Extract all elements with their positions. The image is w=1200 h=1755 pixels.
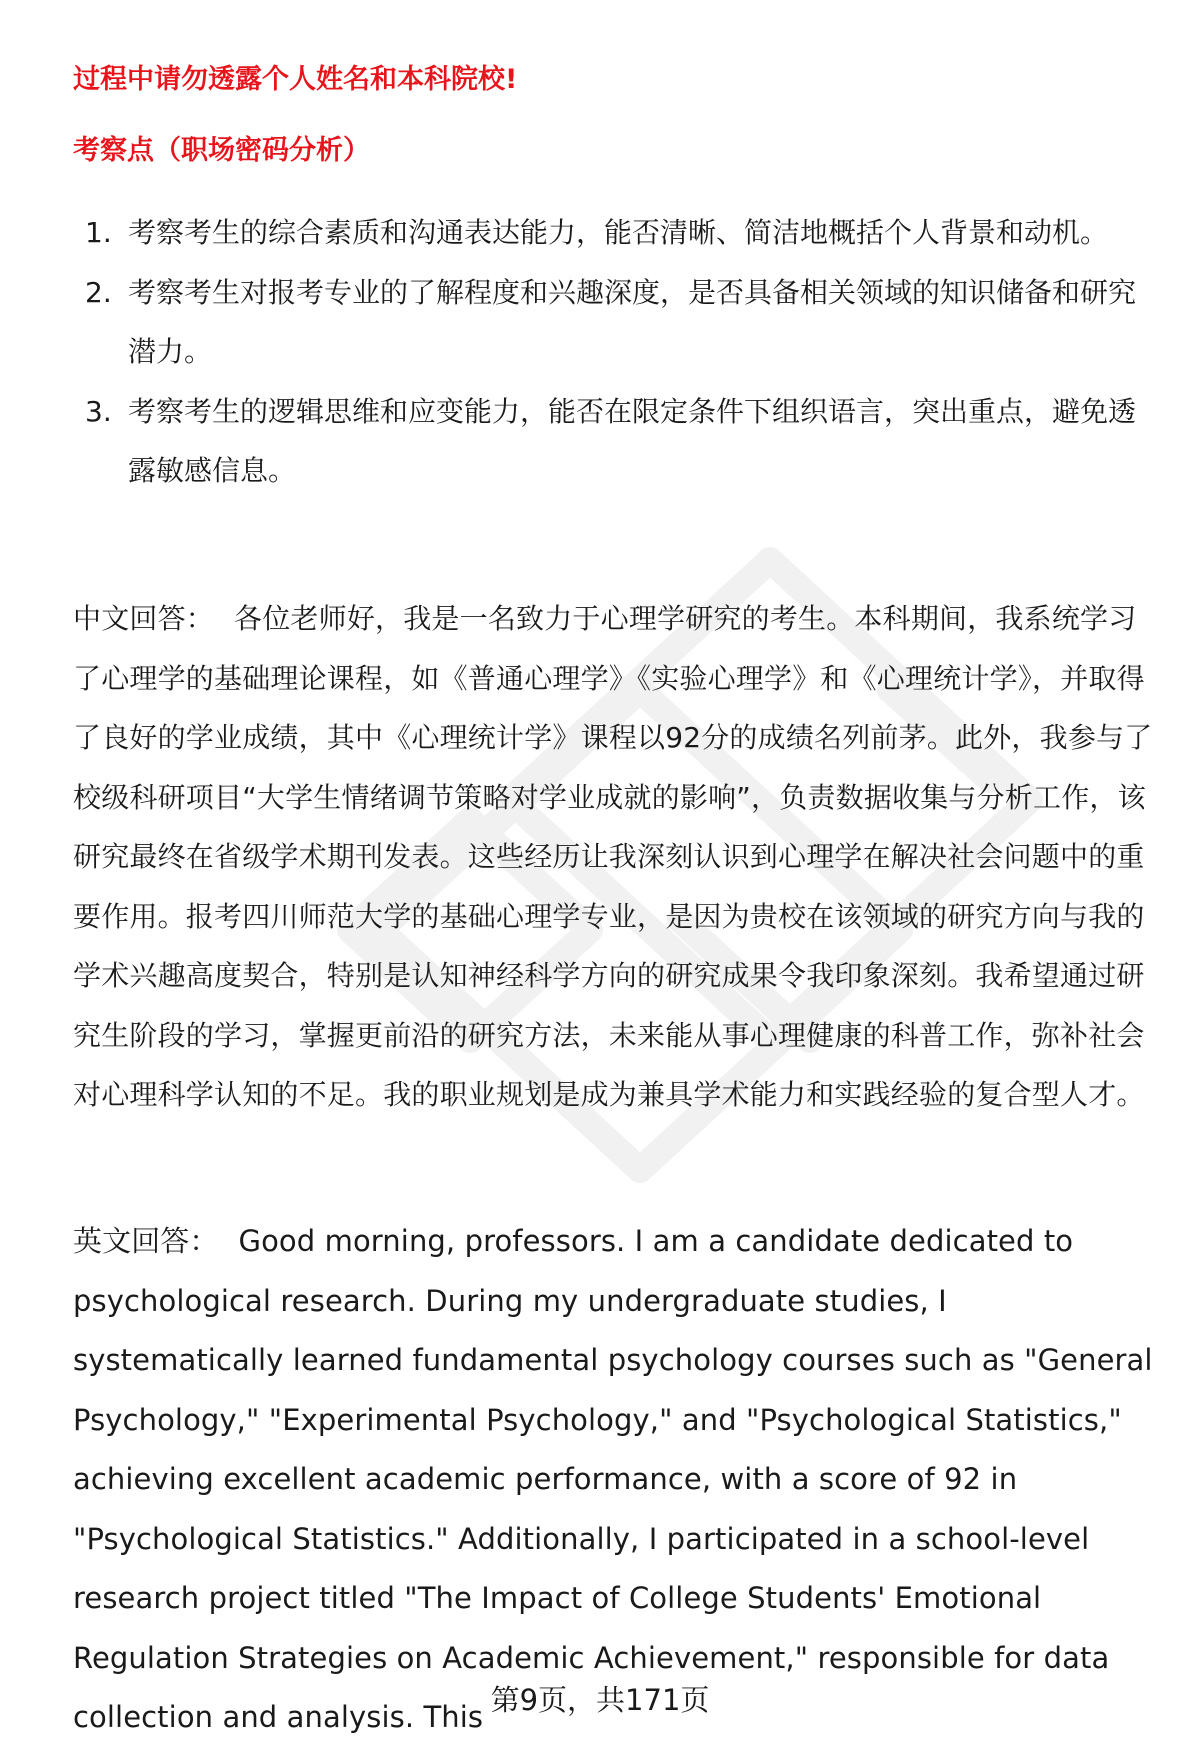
- chinese-answer-label: 中文回答：: [73, 602, 215, 635]
- page-number-footer: 第9页，共171页: [490, 1683, 710, 1717]
- list-number: 3.: [85, 394, 112, 428]
- section-title: 考察点（职场密码分析）: [73, 135, 370, 166]
- list-item: [73, 203, 1153, 263]
- list-number: 1.: [85, 216, 112, 249]
- chinese-answer-text: 各位老师好，我是一名致力于心理学研究的考生。本科期间，我系统学习了心理学的基础理论课程，如《普通心理学》《实验心理学》和《心理统计学》，并取得了良好的学业成绩，其中《心理统计学》课程以92分的成绩名列前茅。此外，我参与了校级科研项目“大学生情绪调节策略对学业成就的影响”，负责数据收集与分析工作，该研究最终在省级学术期刊发表。这些经历让我深刻认识到心理学在解决社会问题中的重要作用。报考四川师范大学的基础心理学专业，是因为贵校在该领域的研究方向与我的学术兴趣高度契合，特别是认知神经科学方向的研究成果令我印象深刻。我希望通过研究生阶段的学习，掌握更前沿的研究方法，未来能从事心理健康的科普工作，弥补社会对心理科学认知的不足。我的职业规划是成为兼具学术能力和实践经验的复合型人才。: [73, 602, 1153, 1111]
- list-item: [73, 263, 1153, 382]
- english-answer-label: 英文回答：: [73, 1224, 219, 1258]
- list-item-text: 考察考生的逻辑思维和应变能力，能否在限定条件下组织语言，突出重点，避免透露敏感信息。: [128, 394, 1137, 487]
- list-item: [73, 382, 1153, 501]
- list-item-text: 考察考生对报考专业的了解程度和兴趣深度，是否具备相关领域的知识储备和研究潜力。: [128, 275, 1137, 368]
- privacy-warning: 过程中请勿透露个人姓名和本科院校!: [73, 64, 518, 95]
- english-answer-paragraph: [73, 1212, 1158, 1748]
- assessment-points-list: [73, 203, 1153, 501]
- chinese-answer-paragraph: [73, 589, 1158, 1125]
- list-item-text: 考察考生的综合素质和沟通表达能力，能否清晰、简洁地概括个人背景和动机。: [128, 216, 1109, 249]
- english-answer-text: Good morning, professors. I am a candidate dedicated to psychological research. During my undergraduate studies, I systematically learned fundamental psychology courses such as "General Psychology," "Experimental Psychology," and "Psychological Statistics," achieving excellent academic performance, with a score of 92 in "Psychological Statistics." Additionally, I participated in a school-level research project titled "The Impact of College Students' Emotional Regulation Strategies on Academic Achievement," responsible for data collection and analysis. This: [73, 1224, 1153, 1734]
- list-number: 2.: [85, 275, 112, 309]
